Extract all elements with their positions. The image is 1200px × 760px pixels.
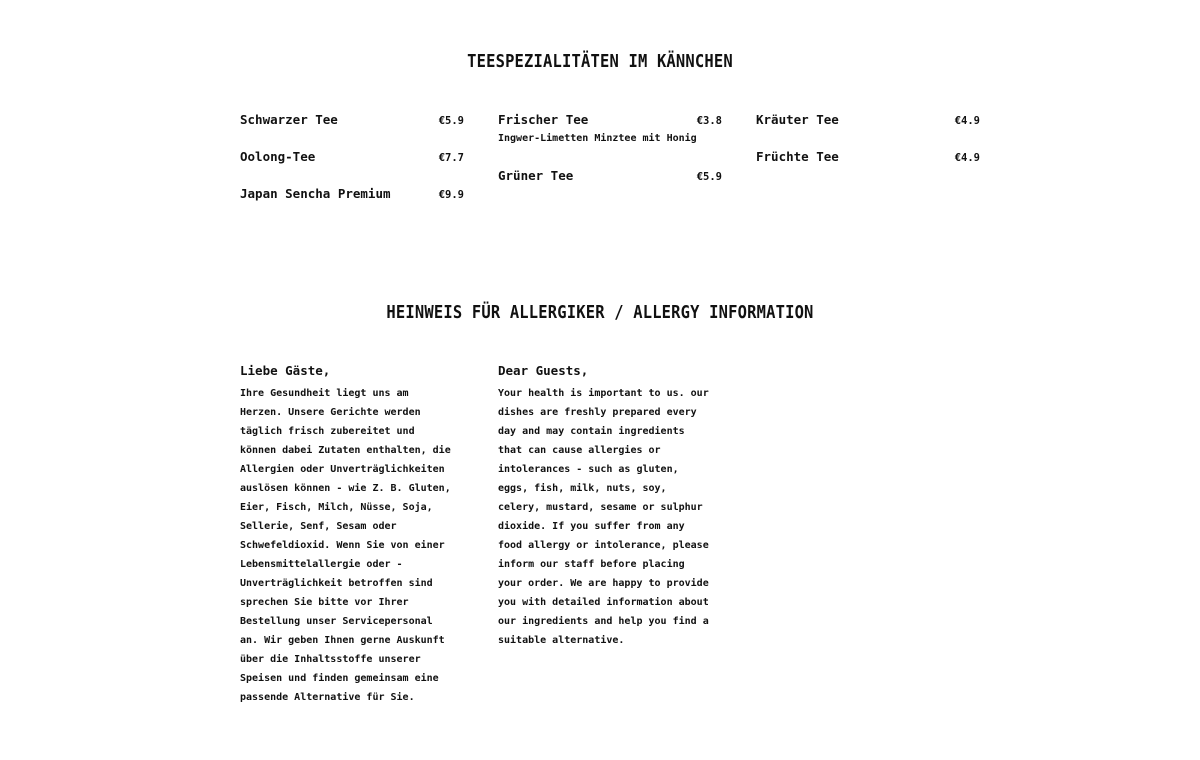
- text-line: suitable alternative.: [498, 635, 625, 646]
- text-line: sprechen Sie bitte vor Ihrer: [240, 597, 409, 608]
- text-line: an. Wir geben Ihnen gerne Auskunft: [240, 635, 445, 646]
- menu-item-name: Kräuter Tee: [756, 112, 839, 127]
- menu-item: [498, 168, 722, 185]
- text-line: that can cause allergies or: [498, 445, 661, 456]
- text-line: dishes are freshly prepared every: [498, 407, 697, 418]
- text-line: Speisen und finden gemeinsam eine: [240, 673, 439, 684]
- menu-item-price: €5.9: [438, 115, 464, 127]
- text-line: celery, mustard, sesame or sulphur: [498, 502, 703, 513]
- text-line: Eier, Fisch, Milch, Nüsse, Soja,: [240, 502, 433, 513]
- text-line: you with detailed information about: [498, 597, 709, 608]
- text-line: eggs, fish, milk, nuts, soy,: [498, 483, 667, 494]
- text-line: dioxide. If you suffer from any: [498, 521, 685, 532]
- allergy-english-column: [498, 363, 709, 650]
- menu-item: [498, 112, 722, 144]
- text-line: Lebensmittelallergie oder -: [240, 559, 403, 570]
- menu-item-price: €5.9: [696, 171, 722, 183]
- text-line: täglich frisch zubereitet und: [240, 426, 415, 437]
- text-line: können dabei Zutaten enthalten, die: [240, 445, 451, 456]
- menu-item-description: Ingwer-Limetten Minztee mit Honig: [498, 133, 697, 144]
- tea-column-1: [240, 112, 464, 223]
- menu-item-price: €3.8: [696, 115, 722, 127]
- text-line: day and may contain ingredients: [498, 426, 685, 437]
- menu-item: [756, 112, 980, 129]
- allergy-german-column: [240, 363, 451, 707]
- text-line: intolerances - such as gluten,: [498, 464, 679, 475]
- text-line: Your health is important to us. our: [498, 388, 709, 399]
- text-line: Sellerie, Senf, Sesam oder: [240, 521, 397, 532]
- menu-item-name: Schwarzer Tee: [240, 112, 338, 127]
- menu-item: [756, 149, 980, 166]
- menu-item-name: Japan Sencha Premium: [240, 186, 391, 201]
- text-line: Unverträglichkeit betroffen sind: [240, 578, 433, 589]
- menu-item: [240, 186, 464, 203]
- english-greeting: Dear Guests,: [498, 363, 589, 378]
- german-greeting: Liebe Gäste,: [240, 363, 331, 378]
- menu-item-price: €7.7: [438, 152, 464, 164]
- text-line: Herzen. Unsere Gerichte werden: [240, 407, 421, 418]
- german-allergy-text: [240, 384, 451, 707]
- text-line: inform our staff before placing: [498, 559, 685, 570]
- menu-item-price: €4.9: [954, 115, 980, 127]
- menu-item-price: €4.9: [954, 152, 980, 164]
- menu-item: [240, 112, 464, 129]
- menu-item: [240, 149, 464, 166]
- menu-item-price: €9.9: [438, 189, 464, 201]
- text-line: auslösen können - wie Z. B. Gluten,: [240, 483, 451, 494]
- english-allergy-text: [498, 384, 709, 650]
- allergy-section-title: HEINWEIS FÜR ALLERGIKER / ALLERGY INFORMATION: [386, 302, 814, 323]
- tea-section-title: TEESPEZIALITÄTEN IM KÄNNCHEN: [467, 51, 733, 72]
- text-line: Schwefeldioxid. Wenn Sie von einer: [240, 540, 445, 551]
- menu-item-name: Grüner Tee: [498, 168, 574, 183]
- text-line: Allergien oder Unverträglichkeiten: [240, 464, 445, 475]
- menu-item-name: Oolong-Tee: [240, 149, 316, 164]
- menu-item-name: Früchte Tee: [756, 149, 839, 164]
- menu-item-name: Frischer Tee: [498, 112, 589, 127]
- text-line: your order. We are happy to provide: [498, 578, 709, 589]
- text-line: über die Inhaltsstoffe unserer: [240, 654, 421, 665]
- text-line: Ihre Gesundheit liegt uns am: [240, 388, 409, 399]
- text-line: Bestellung unser Servicepersonal: [240, 616, 433, 627]
- tea-column-3: [756, 112, 980, 186]
- tea-column-2: [498, 112, 722, 205]
- text-line: our ingredients and help you find a: [498, 616, 709, 627]
- text-line: passende Alternative für Sie.: [240, 692, 415, 703]
- text-line: food allergy or intolerance, please: [498, 540, 709, 551]
